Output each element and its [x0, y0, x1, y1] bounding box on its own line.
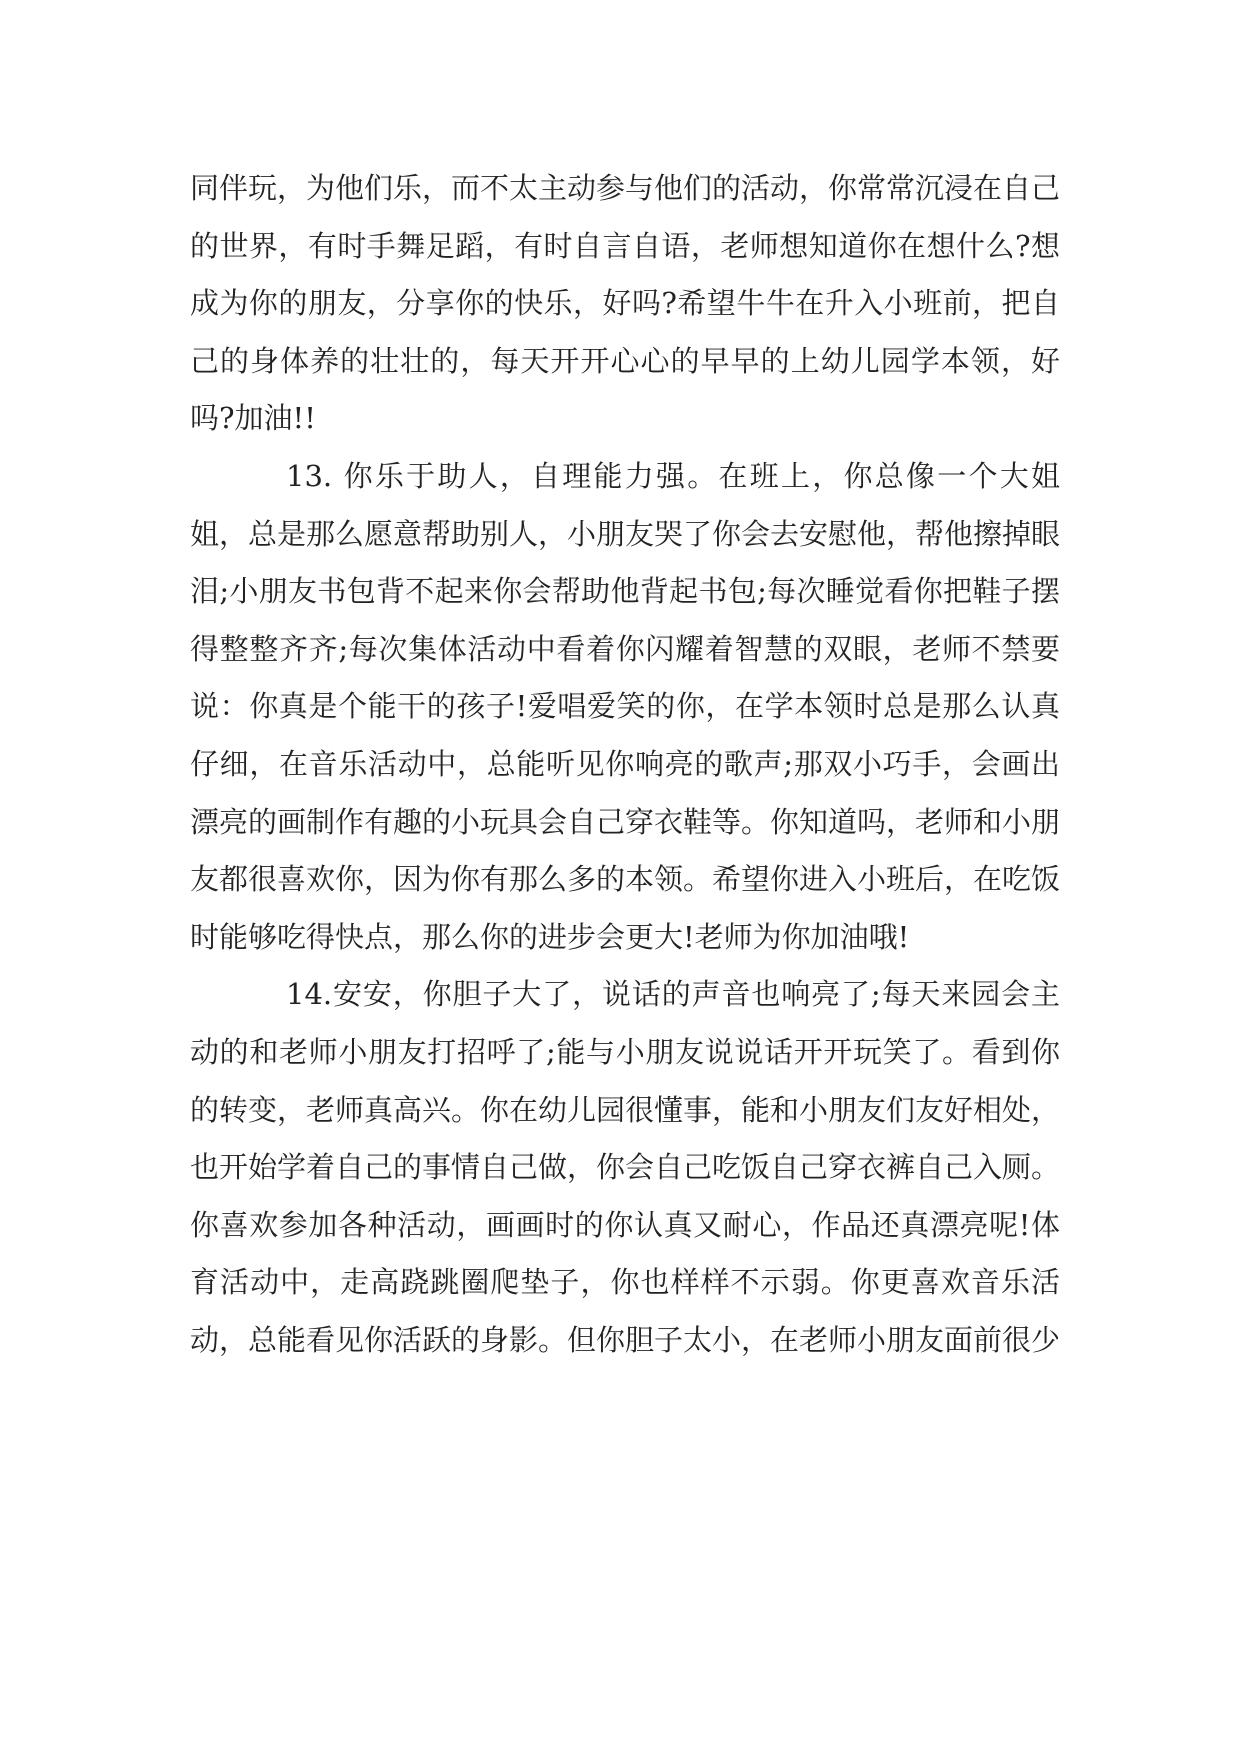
- document-body: [190, 160, 1060, 1369]
- paragraph-14: 14.安安，你胆子大了，说话的声音也响亮了;每天来园会主动的和老师小朋友打招呼了;能与小朋友说说话开开玩笑了。看到你的转变，老师真高兴。你在幼儿园很懂事，能和小朋友们友好相处，也开始学着自己的事情自己做，你会自己吃饭自己穿衣裤自己入厕。你喜欢参加各种活动，画画时的你认真又耐心，作品还真漂亮呢!体育活动中，走高跷跳圈爬垫子，你也样样不示弱。你更喜欢音乐活动，总能看见你活跃的身影。但你胆子太小，在老师小朋友面前很少: [190, 977, 1061, 1357]
- paragraph-13: 13. 你乐于助人，自理能力强。在班上，你总像一个大姐姐，总是那么愿意帮助别人，小朋友哭了你会去安慰他，帮他擦掉眼泪;小朋友书包背不起来你会帮助他背起书包;每次睡觉看你把鞋子摆得整整齐齐;每次集体活动中看着你闪耀着智慧的双眼，老师不禁要说：你真是个能干的孩子!爱唱爱笑的你，在学本领时总是那么认真仔细，在音乐活动中，总能听见你响亮的歌声;那双小巧手，会画出漂亮的画制作有趣的小玩具会自己穿衣鞋等。你知道吗，老师和小朋友都很喜欢你，因为你有那么多的本领。希望你进入小班后，在吃饭时能够吃得快点，那么你的进步会更大!老师为你加油哦!: [190, 458, 1061, 954]
- paragraph-1: 同伴玩，为他们乐，而不太主动参与他们的活动，你常常沉浸在自己的世界，有时手舞足蹈，有时自言自语，老师想知道你在想什么?想成为你的朋友，分享你的快乐，好吗?希望牛牛在升入小班前，把自己的身体养的壮壮的，每天开开心心的早早的上幼儿园学本领，好吗?加油!!: [190, 171, 1061, 436]
